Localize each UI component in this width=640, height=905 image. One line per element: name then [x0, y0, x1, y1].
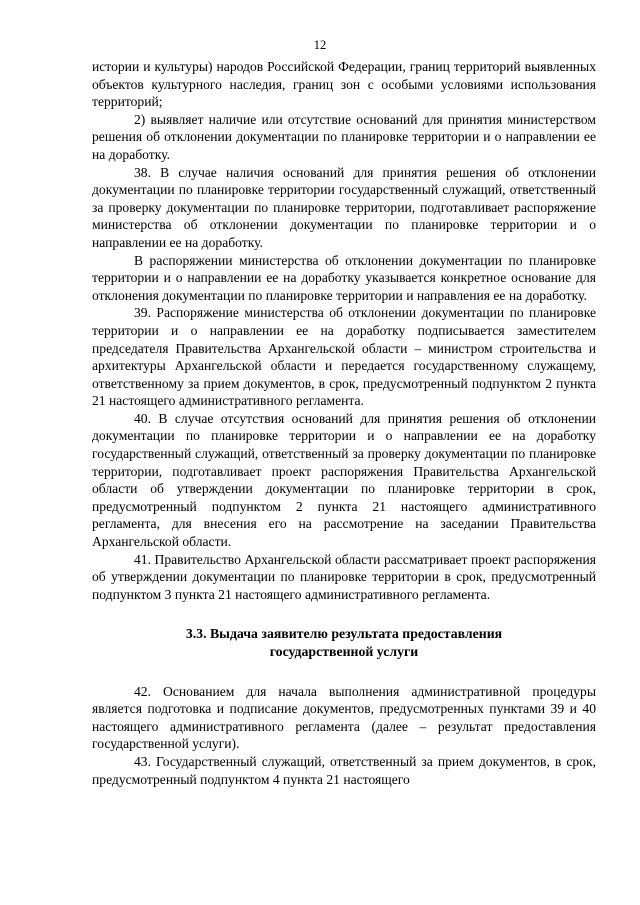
paragraphs-after-heading — [92, 683, 596, 789]
paragraph: 43. Государственный служащий, ответственный за прием документов, в срок, предусмотренный подпунктом 4 пункта 21 настоящего — [92, 753, 596, 787]
paragraph: 38. В случае наличия оснований для принятия решения об отклонении документации по планировке территории государственный служащий, ответственный за проверку документации по планировке территории, подготавливает распоряжение министерства об отклонении документации по планировке территории и о направлении ее на доработку. — [92, 164, 596, 250]
page-number: 12 — [313, 38, 327, 52]
paragraph: истории и культуры) народов Российской Федерации, границ территорий выявленных объектов культурного наследия, границ зон с особыми условиями использования территорий; — [92, 59, 596, 110]
section-heading-line-2: государственной услуги — [269, 644, 419, 659]
section-heading-line-1: 3.3. Выдача заявителю результата предоставления — [185, 626, 503, 642]
section-heading — [92, 625, 596, 660]
paragraph: 40. В случае отсутствия оснований для принятия решения об отклонении документации по планировке территории и о направлении ее на доработку государственный служащий, ответственный за проверку документации по планировке территории, подготавливает проект распоряжения Правительства Архангельской области об утверждении документации по планировке территории в срок, предусмотренный подпунктом 2 пункта 21 настоящего административного регламента, для внесения его на рассмотрение на заседании Правительства Архангельской области. — [92, 410, 596, 550]
paragraph: 2) выявляет наличие или отсутствие оснований для принятия министерством решения об отклонении документации по планировке территории и о направлении ее на доработку. — [92, 111, 596, 162]
paragraph: В распоряжении министерства об отклонении документации по планировке территории и о направлении ее на доработку указывается конкретное основание для отклонения документации по планировке территории и направления ее на доработку. — [92, 252, 596, 303]
document-body — [92, 58, 596, 788]
paragraph: 41. Правительство Архангельской области рассматривает проект распоряжения об утверждении документации по планировке территории в срок, предусмотренный подпунктом 3 пункта 21 настоящего административного регламента. — [92, 551, 596, 602]
paragraphs-before-heading — [92, 58, 596, 603]
paragraph: 42. Основанием для начала выполнения административной процедуры является подготовка и подписание документов, предусмотренных пунктами 39 и 40 настоящего административного регламента (далее – результат предоставления государственной услуги). — [92, 683, 596, 752]
paragraph: 39. Распоряжение министерства об отклонении документации по планировке территории и о направлении ее на доработку подписывается заместителем председателя Правительства Архангельской области – министром строительства и архитектуры Архангельской области и передается государственному служащему, ответственному за прием документов, в срок, предусмотренный подпунктом 2 пункта 21 настоящего административного регламента. — [92, 305, 596, 409]
